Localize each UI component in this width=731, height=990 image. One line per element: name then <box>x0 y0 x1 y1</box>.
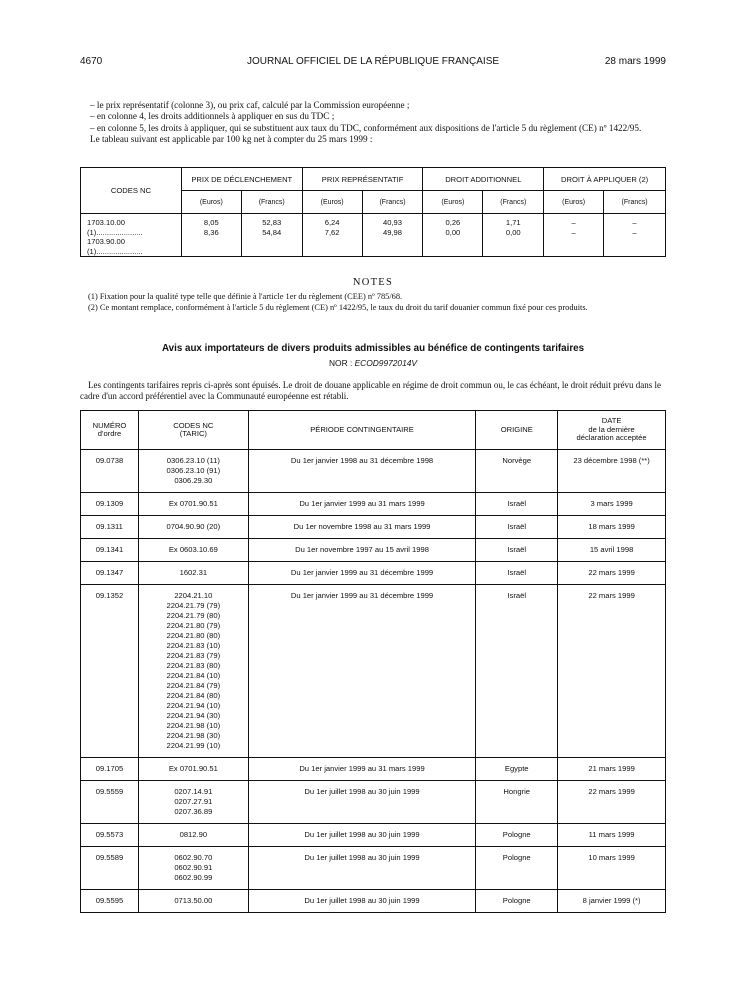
journal-title: JOURNAL OFFICIEL DE LA RÉPUBLIQUE FRANÇAISE <box>246 56 500 67</box>
code-item: 0207.36.89 <box>174 807 213 816</box>
codes-cell <box>138 493 248 516</box>
codes-cell <box>138 824 248 847</box>
codes-cell <box>138 539 248 562</box>
value-cell: 52,83 54,84 <box>241 214 302 257</box>
code-item: 0713.50.00 <box>174 896 213 905</box>
code-item: 2204.21.79 (80) <box>166 611 221 620</box>
code-item: 2204.21.10 <box>174 591 213 600</box>
code-item: 2204.21.80 (80) <box>166 631 221 640</box>
table-row <box>81 493 666 516</box>
date-cell: 22 mars 1999 <box>558 562 666 585</box>
currency-subheader: (Euros) <box>302 191 362 214</box>
code-item: 2204.21.84 (79) <box>166 681 221 690</box>
code-item: 2204.21.83 (10) <box>166 641 221 650</box>
origine-cell: Israël <box>476 539 558 562</box>
codes-nc-header: CODES NC <box>81 168 182 214</box>
code-item: 2204.21.98 (10) <box>166 721 221 730</box>
code-item: 2204.21.79 (79) <box>166 601 221 610</box>
value-cell: 40,93 49,98 <box>362 214 423 257</box>
numero-cell: 09.5589 <box>81 847 139 890</box>
code-item: 0704.90.90 (20) <box>166 522 221 531</box>
periode-cell: Du 1er juillet 1998 au 30 juin 1999 <box>248 890 476 913</box>
code-item: 1602.31 <box>179 568 208 577</box>
page-header <box>80 56 666 70</box>
currency-subheader: (Francs) <box>483 191 544 214</box>
periode-cell: Du 1er juillet 1998 au 30 juin 1999 <box>248 781 476 824</box>
code-item: 0306.23.10 (91) <box>166 466 221 475</box>
numero-cell: 09.0738 <box>81 450 139 493</box>
date-cell: 8 janvier 1999 (*) <box>558 890 666 913</box>
periode-cell: Du 1er janvier 1999 au 31 mars 1999 <box>248 493 476 516</box>
periode-cell: Du 1er juillet 1998 au 30 juin 1999 <box>248 847 476 890</box>
origine-cell: Egypte <box>476 758 558 781</box>
periode-cell: Du 1er janvier 1999 au 31 mars 1999 <box>248 758 476 781</box>
periode-cell: Du 1er novembre 1997 au 15 avril 1998 <box>248 539 476 562</box>
codes-cell <box>138 516 248 539</box>
date-cell: 18 mars 1999 <box>558 516 666 539</box>
periode-cell: Du 1er juillet 1998 au 30 juin 1999 <box>248 824 476 847</box>
date-cell: 15 avril 1998 <box>558 539 666 562</box>
periode-header: PÉRIODE CONTINGENTAIRE <box>248 411 476 450</box>
nor-label: NOR : <box>329 358 353 368</box>
origine-cell: Hongrie <box>476 781 558 824</box>
date-cell: 22 mars 1999 <box>558 585 666 758</box>
currency-subheader: (Euros) <box>544 191 604 214</box>
intro-text <box>90 100 666 146</box>
code-item: 0602.90.70 <box>174 853 213 862</box>
currency-subheader: (Euros) <box>181 191 241 214</box>
table-row <box>81 516 666 539</box>
code-item: 2204.21.80 (79) <box>166 621 221 630</box>
periode-cell: Du 1er novembre 1998 au 31 mars 1999 <box>248 516 476 539</box>
table-row <box>81 890 666 913</box>
group-header: PRIX DE DÉCLENCHEMENT <box>181 168 302 191</box>
value-cell: – – <box>604 214 666 257</box>
date-cell: 22 mars 1999 <box>558 781 666 824</box>
code-item: Ex 0701.90.51 <box>168 764 218 773</box>
codes-header: CODES NC (TARIC) <box>138 411 248 450</box>
origine-cell: Israël <box>476 493 558 516</box>
code-item: 0306.29.30 <box>174 476 213 485</box>
value-cell: 6,24 7,62 <box>302 214 362 257</box>
page-number: 4670 <box>80 56 103 67</box>
numero-header: NUMÉRO d'ordre <box>81 411 139 450</box>
note-item: (2) Ce montant remplace, conformément à l'article 5 du règlement (CE) nº 1422/95, le taux du droit du tarif douanier commun fixé pour ces produits. <box>88 302 588 312</box>
code-item: 2204.21.94 (30) <box>166 711 221 720</box>
code-item: 2204.21.83 (80) <box>166 661 221 670</box>
origine-cell: Israël <box>476 562 558 585</box>
date-cell: 3 mars 1999 <box>558 493 666 516</box>
table-row <box>81 562 666 585</box>
table-row <box>81 758 666 781</box>
table-row <box>81 824 666 847</box>
numero-cell: 09.5559 <box>81 781 139 824</box>
origine-cell: Pologne <box>476 824 558 847</box>
date-cell: 10 mars 1999 <box>558 847 666 890</box>
code-item: 2204.21.98 (30) <box>166 731 221 740</box>
codes-cell <box>138 890 248 913</box>
group-header: PRIX REPRÉSENTATIF <box>302 168 423 191</box>
date-header: DATE de la dernière déclaration acceptée <box>558 411 666 450</box>
codes-cell <box>138 585 248 758</box>
numero-cell: 09.1352 <box>81 585 139 758</box>
code-item: 2204.21.84 (80) <box>166 691 221 700</box>
note-item: (1) Fixation pour la qualité type telle que définie à l'article 1er du règlement (CEE) nº 785/68. <box>88 292 403 301</box>
value-cell: 8,05 8,36 <box>181 214 241 257</box>
date-cell: 11 mars 1999 <box>558 824 666 847</box>
code-item: 2204.21.83 (79) <box>166 651 221 660</box>
date-cell: 23 décembre 1998 (**) <box>558 450 666 493</box>
quota-table <box>80 410 666 913</box>
codes-cell: 1703.10.00 (1)...................... 1703.90.00 (1)...................... <box>81 214 182 257</box>
code-item: 0306.23.10 (11) <box>166 456 220 465</box>
origine-cell: Israël <box>476 516 558 539</box>
currency-subheader: (Francs) <box>241 191 302 214</box>
code-item: 0602.90.99 <box>174 873 213 882</box>
value-cell: 1,71 0,00 <box>483 214 544 257</box>
table-row <box>81 539 666 562</box>
nor-code: ECOD9972014V <box>354 358 417 368</box>
issue-date: 28 mars 1999 <box>604 56 666 67</box>
codes-cell <box>138 562 248 585</box>
avis-paragraph: Les contingents tarifaires repris ci-après sont épuisés. Le droit de douane applicable en régime de droit commun ou, le cas échéant, le droit réduit prévu dans le cadre d'un accord préférentiel avec la Communauté européenne est rétabli. <box>80 380 662 401</box>
numero-cell: 09.1705 <box>81 758 139 781</box>
value-cell: 0,26 0,00 <box>423 214 483 257</box>
codes-cell <box>138 450 248 493</box>
code-item: 0812.90 <box>179 830 208 839</box>
origine-cell: Norvège <box>476 450 558 493</box>
date-cell: 21 mars 1999 <box>558 758 666 781</box>
numero-cell: 09.1341 <box>81 539 139 562</box>
currency-subheader: (Francs) <box>362 191 423 214</box>
price-table-row <box>81 214 666 257</box>
code-item: Ex 0701.90.51 <box>168 499 218 508</box>
codes-cell <box>138 758 248 781</box>
periode-cell: Du 1er janvier 1999 au 31 décembre 1999 <box>248 585 476 758</box>
value-cell: – – <box>544 214 604 257</box>
group-header: DROIT À APPLIQUER (2) <box>544 168 666 191</box>
table-row <box>81 450 666 493</box>
numero-cell: 09.5573 <box>81 824 139 847</box>
table-row <box>81 847 666 890</box>
code-item: 0207.14.91 <box>174 787 213 796</box>
periode-cell: Du 1er janvier 1999 au 31 décembre 1999 <box>248 562 476 585</box>
numero-cell: 09.5595 <box>81 890 139 913</box>
currency-subheader: (Francs) <box>604 191 666 214</box>
notes-title: NOTES <box>352 277 394 288</box>
currency-subheader: (Euros) <box>423 191 483 214</box>
avis-title: Avis aux importateurs de divers produits admissibles au bénéfice de contingents tarifaires <box>161 343 585 354</box>
origine-cell: Pologne <box>476 847 558 890</box>
nor-reference <box>80 358 666 368</box>
numero-cell: 09.1311 <box>81 516 139 539</box>
intro-sentence: Le tableau suivant est applicable par 100 kg net à compter du 25 mars 1999 : <box>90 134 373 145</box>
price-table <box>80 167 666 257</box>
table-row <box>81 585 666 758</box>
codes-cell <box>138 847 248 890</box>
code-item: 2204.21.99 (10) <box>166 741 221 750</box>
periode-cell: Du 1er janvier 1998 au 31 décembre 1998 <box>248 450 476 493</box>
codes-cell <box>138 781 248 824</box>
code-item: 2204.21.94 (10) <box>166 701 221 710</box>
intro-item: – en colonne 4, les droits additionnels à appliquer en sus du TDC ; <box>90 111 335 122</box>
table-row <box>81 781 666 824</box>
code-item: Ex 0603.10.69 <box>168 545 218 554</box>
origine-header: ORIGINE <box>476 411 558 450</box>
code-item: 0207.27.91 <box>174 797 213 806</box>
group-header: DROIT ADDITIONNEL <box>423 168 544 191</box>
origine-cell: Pologne <box>476 890 558 913</box>
numero-cell: 09.1347 <box>81 562 139 585</box>
intro-item: – en colonne 5, les droits à appliquer, qui se substituent aux taux du TDC, conformément aux dispositions de l'article 5 du règlement (CE) nº 1422/95. <box>90 122 642 133</box>
intro-item: – le prix représentatif (colonne 3), ou prix caf, calculé par la Commission européenne ; <box>90 100 410 110</box>
code-item: 0602.90.91 <box>174 863 213 872</box>
notes-text <box>80 292 666 313</box>
origine-cell: Israël <box>476 585 558 758</box>
code-item: 2204.21.84 (10) <box>166 671 221 680</box>
numero-cell: 09.1309 <box>81 493 139 516</box>
